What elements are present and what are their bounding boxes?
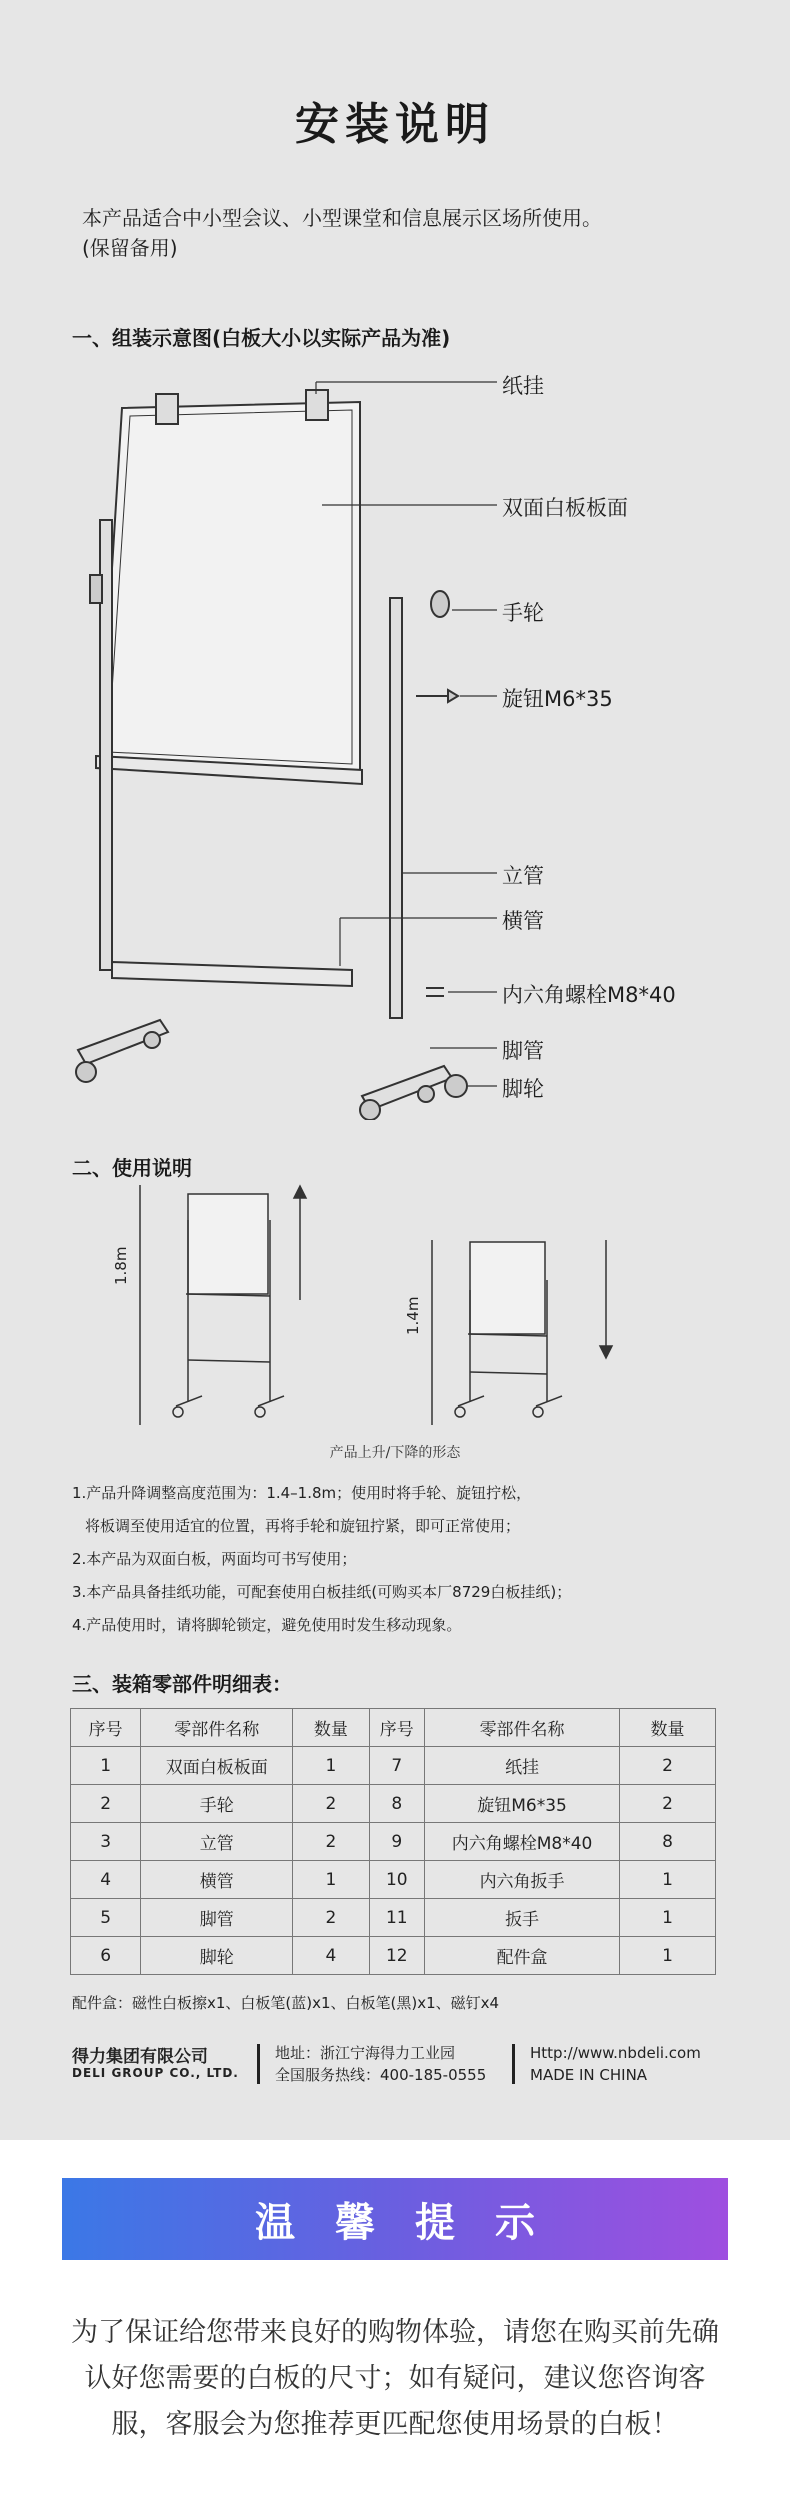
label-hand-wheel: 手轮 [502, 601, 544, 625]
col-header: 序号 [71, 1709, 141, 1747]
company-name-en: DELI GROUP CO., LTD. [72, 2066, 239, 2080]
paper-clip-right [306, 390, 328, 420]
table-row [71, 1823, 716, 1861]
page-title: 安装说明 [295, 99, 495, 150]
left-caster-front [76, 1062, 96, 1082]
left-hand-wheel [90, 575, 102, 603]
right-caster-front [360, 1100, 380, 1120]
footer-contact [275, 2042, 486, 2086]
table-cell: 4 [71, 1861, 141, 1899]
table-cell: 内六角扳手 [425, 1861, 620, 1899]
intro-text [82, 203, 602, 263]
table-cell: 横管 [141, 1861, 293, 1899]
table-cell: 5 [71, 1899, 141, 1937]
table-cell: 旋钮M6*35 [425, 1785, 620, 1823]
label-foot-tube: 脚管 [502, 1039, 544, 1063]
intro-line-2: (保留备用) [82, 236, 178, 260]
table-cell: 1 [620, 1861, 716, 1899]
col-header: 序号 [369, 1709, 425, 1747]
table-cell: 手轮 [141, 1785, 293, 1823]
col-header: 数量 [293, 1709, 369, 1747]
short-board [470, 1242, 545, 1334]
usage-notes [72, 1477, 571, 1642]
usage-diagram [110, 1180, 630, 1440]
table-cell: 1 [293, 1861, 369, 1899]
right-caster-back [418, 1086, 434, 1102]
table-cell: 脚轮 [141, 1937, 293, 1975]
table-row [71, 1861, 716, 1899]
table-cell: 1 [71, 1747, 141, 1785]
right-upright [390, 598, 402, 1018]
left-caster-back [144, 1032, 160, 1048]
table-cell: 扳手 [425, 1899, 620, 1937]
parts-table [70, 1708, 716, 1975]
table-cell: 脚管 [141, 1899, 293, 1937]
table-cell: 纸挂 [425, 1747, 620, 1785]
table-cell: 7 [369, 1747, 425, 1785]
table-cell: 配件盒 [425, 1937, 620, 1975]
label-paper-clip: 纸挂 [502, 374, 544, 398]
usage-caption: 产品上升/下降的形态 [329, 1445, 461, 1461]
tip-banner: 温馨提示 [62, 2178, 728, 2260]
col-header: 零部件名称 [141, 1709, 293, 1747]
table-cell: 4 [293, 1937, 369, 1975]
usage-note: 将板调至使用适宜的位置，再将手轮和旋钮拧紧，即可正常使用； [85, 1517, 521, 1535]
footer-hotline: 全国服务热线：400-185-0555 [275, 2066, 487, 2084]
paper-clip-left [156, 394, 178, 424]
label-caster: 脚轮 [502, 1077, 544, 1101]
intro-line-1: 本产品适合中小型会议、小型课堂和信息展示区场所使用。 [82, 206, 602, 230]
assembly-diagram [60, 360, 520, 1120]
accessories-text: 配件盒：磁性白板擦x1、白板笔(蓝)x1、白板笔(黑)x1、磁钉x4 [72, 1994, 500, 2012]
label-board-surface: 双面白板板面 [502, 496, 628, 520]
table-cell: 内六角螺栓M8*40 [425, 1823, 620, 1861]
usage-note: 3.本产品具备挂纸功能，可配套使用白板挂纸(可购买本厂8729白板挂纸)； [72, 1583, 572, 1601]
section-assembly-heading: 一、组装示意图(白板大小以实际产品为准) [72, 326, 451, 350]
label-upright: 立管 [502, 864, 544, 888]
exploded-hand-wheel [431, 591, 449, 617]
table-row [71, 1899, 716, 1937]
table-cell: 2 [71, 1785, 141, 1823]
table-cell: 11 [369, 1899, 425, 1937]
company-name-cn: 得力集团有限公司 [72, 2047, 208, 2067]
table-cell: 8 [369, 1785, 425, 1823]
table-cell: 1 [620, 1937, 716, 1975]
section-usage-heading: 二、使用说明 [72, 1156, 192, 1180]
table-row [71, 1747, 716, 1785]
usage-note: 4.产品使用时，请将脚轮锁定，避免使用时发生移动现象。 [72, 1616, 462, 1634]
usage-note: 1.产品升降调整高度范围为：1.4–1.8m；使用时将手轮、旋钮拧松， [72, 1484, 532, 1502]
col-header: 数量 [620, 1709, 716, 1747]
footer-web [530, 2042, 701, 2086]
table-cell: 8 [620, 1823, 716, 1861]
table-cell: 1 [293, 1747, 369, 1785]
table-cell: 12 [369, 1937, 425, 1975]
table-cell: 2 [293, 1899, 369, 1937]
table-cell: 1 [620, 1899, 716, 1937]
table-cell: 10 [369, 1861, 425, 1899]
label-hex-bolt: 内六角螺栓M8*40 [502, 983, 676, 1007]
table-cell: 2 [293, 1823, 369, 1861]
col-header: 零部件名称 [425, 1709, 620, 1747]
table-row [71, 1785, 716, 1823]
table-cell: 2 [293, 1785, 369, 1823]
table-cell: 立管 [141, 1823, 293, 1861]
height-label-low: 1.4m [404, 1296, 422, 1335]
footer-address: 地址：浙江宁海得力工业园 [275, 2044, 456, 2062]
tip-text: 为了保证给您带来良好的购物体验，请您在购买前先确认好您需要的白板的尺寸；如有疑问，建议您咨询客服，客服会为您推荐更匹配您使用场景的白板！ [71, 2317, 719, 2440]
footer-divider [512, 2044, 515, 2084]
label-crossbar: 横管 [502, 909, 544, 933]
table-cell: 双面白板板面 [141, 1747, 293, 1785]
label-knob: 旋钮M6*35 [502, 687, 613, 711]
table-header-row [71, 1709, 716, 1747]
footer-made-in: MADE IN CHINA [530, 2066, 648, 2084]
table-row [71, 1937, 716, 1975]
table-cell: 2 [620, 1785, 716, 1823]
footer-website[interactable]: Http://www.nbdeli.com [530, 2044, 701, 2062]
height-label-high: 1.8m [112, 1246, 130, 1285]
table-cell: 9 [369, 1823, 425, 1861]
whiteboard-panel [100, 402, 360, 772]
table-cell: 6 [71, 1937, 141, 1975]
crossbar [112, 962, 352, 986]
exploded-caster [445, 1075, 467, 1097]
table-cell: 3 [71, 1823, 141, 1861]
footer-divider [257, 2044, 260, 2084]
usage-note: 2.本产品为双面白板，两面均可书写使用； [72, 1550, 357, 1568]
table-cell: 2 [620, 1747, 716, 1785]
section-parts-heading: 三、装箱零部件明细表： [72, 1672, 292, 1696]
tall-board [188, 1194, 268, 1294]
